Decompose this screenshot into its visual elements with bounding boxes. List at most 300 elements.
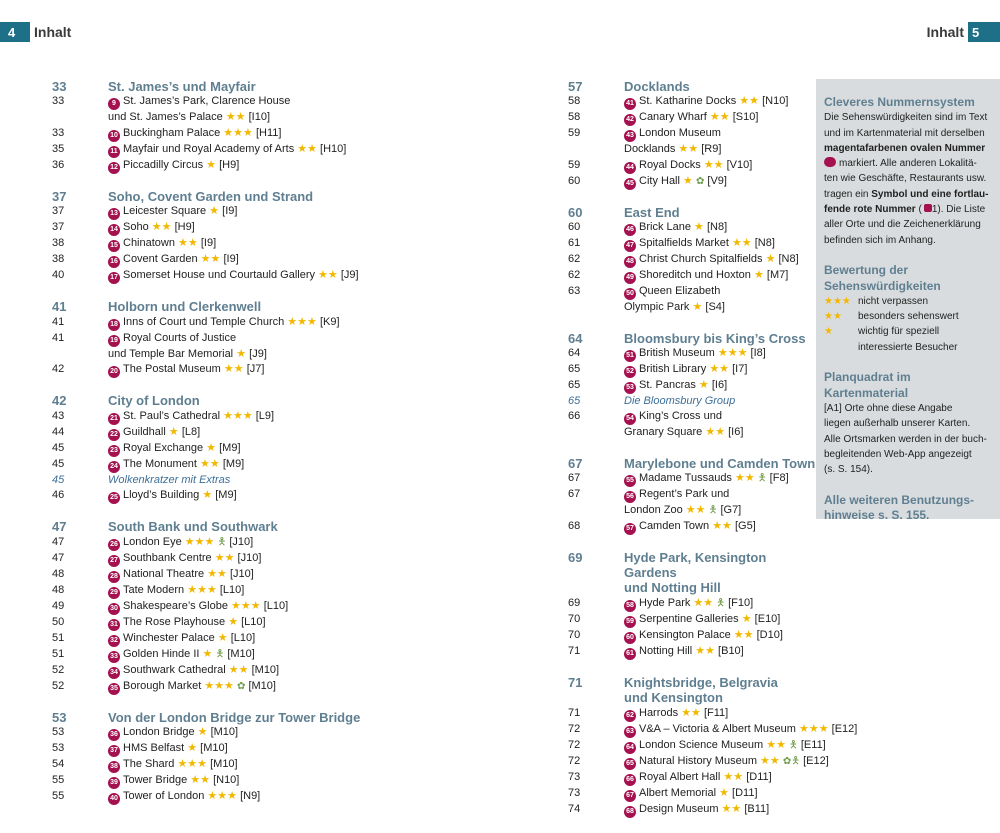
sight-row[interactable] xyxy=(50,236,470,252)
sight-entry xyxy=(108,142,470,158)
sight-name: Olympic Park xyxy=(624,301,690,314)
sight-row[interactable] xyxy=(50,567,470,583)
star-rating-icon: ★ xyxy=(719,786,729,799)
sight-row[interactable] xyxy=(566,220,816,236)
sight-row[interactable] xyxy=(50,315,470,331)
sight-entry xyxy=(624,786,816,802)
sight-number-badge: 34 xyxy=(108,667,120,679)
sight-entry xyxy=(108,220,470,236)
sight-row[interactable] xyxy=(566,596,816,612)
section-title: St. James’s und Mayfair xyxy=(108,79,256,94)
sight-number-badge: 19 xyxy=(108,335,120,347)
sight-number-badge: 37 xyxy=(108,745,120,757)
sight-number-badge: 32 xyxy=(108,635,120,647)
section-page-number: 67 xyxy=(568,455,583,471)
sight-number-badge: 12 xyxy=(108,162,120,174)
star-rating-icon: ★ xyxy=(741,612,752,625)
sight-entry xyxy=(108,362,470,378)
sight-row[interactable] xyxy=(50,615,470,631)
star-rating-icon: ★★★ xyxy=(207,790,237,803)
sight-row[interactable] xyxy=(566,362,816,378)
map-grid-ref: [G7] xyxy=(720,504,742,517)
star-rating-icon: ★★ xyxy=(225,111,246,124)
sight-name-continued xyxy=(50,110,470,125)
page-number: 37 xyxy=(52,205,65,218)
star-rating-icon: ★ xyxy=(692,301,703,314)
legend-title-rating: Sehenswürdigkeiten xyxy=(824,278,941,293)
sight-row[interactable] xyxy=(566,268,816,284)
sight-entry xyxy=(624,706,816,722)
sight-entry xyxy=(108,268,470,284)
sight-row[interactable] xyxy=(50,757,470,773)
star-icon: ★★ xyxy=(824,311,842,323)
sight-name: London Science Museum xyxy=(639,738,764,751)
star-icon: ★★★ xyxy=(824,295,851,307)
star-rating-icon: ★★ xyxy=(214,551,235,564)
sight-row[interactable] xyxy=(50,268,470,284)
sight-number-badge: 44 xyxy=(624,162,636,174)
sight-row[interactable] xyxy=(50,773,470,789)
sight-number-badge: 43 xyxy=(624,130,636,142)
sight-entry xyxy=(624,126,816,142)
map-grid-ref: [B11] xyxy=(744,802,770,815)
page-number: 70 xyxy=(568,612,581,625)
star-rating-icon: ★★ xyxy=(200,457,220,470)
sight-name: Borough Market xyxy=(123,679,202,692)
legend-text: tragen ein xyxy=(824,188,869,200)
sight-name: London Eye xyxy=(123,535,182,548)
sight-entry xyxy=(624,158,816,174)
page-number: 72 xyxy=(568,754,581,767)
feature-icon: 🯅 xyxy=(708,505,718,517)
legend-title-more: Alle weiteren Benutzungs- xyxy=(824,492,975,507)
sight-number-badge: 24 xyxy=(108,461,120,473)
section-title: und Kensington xyxy=(624,690,723,706)
sight-name: Docklands xyxy=(624,143,676,156)
sight-row[interactable] xyxy=(566,94,816,110)
sight-entry xyxy=(108,126,470,142)
sight-row[interactable] xyxy=(566,786,816,802)
sight-name: Madame Tussauds xyxy=(639,472,732,485)
toc-section xyxy=(50,79,470,174)
star-rating-icon: ★★ xyxy=(721,802,742,815)
page-number: 54 xyxy=(52,758,65,771)
sight-name-continued xyxy=(566,300,816,315)
sight-entry xyxy=(108,663,470,679)
section-heading xyxy=(50,79,470,94)
sight-number-badge: 21 xyxy=(108,413,120,425)
section-heading xyxy=(566,331,816,346)
sight-row[interactable] xyxy=(50,647,470,663)
map-grid-ref: [F11] xyxy=(703,706,729,719)
right-page-header xyxy=(927,22,1000,42)
toc-section xyxy=(566,205,816,316)
toc-section xyxy=(50,519,470,694)
legend-text: (s. S. 154). xyxy=(824,464,873,476)
sight-row[interactable] xyxy=(566,802,816,818)
feature-icon: 🯅 xyxy=(789,739,798,751)
sight-number-badge: 54 xyxy=(624,413,636,425)
sight-row[interactable] xyxy=(50,583,470,599)
sight-row[interactable] xyxy=(566,284,816,300)
sight-row[interactable] xyxy=(566,409,816,425)
sight-row[interactable] xyxy=(566,722,858,738)
sight-number-badge: 53 xyxy=(624,382,636,394)
page-number: 71 xyxy=(568,644,581,657)
sight-entry xyxy=(624,722,857,738)
map-grid-ref: [J10] xyxy=(229,535,254,548)
map-grid-ref: [H11] xyxy=(255,126,282,139)
map-grid-ref: [J7] xyxy=(246,363,265,376)
sight-row[interactable] xyxy=(50,679,470,695)
sight-name: The Postal Museum xyxy=(123,363,221,376)
sight-entry xyxy=(624,487,816,503)
sight-row[interactable] xyxy=(566,471,816,487)
sight-row[interactable] xyxy=(50,441,470,457)
sight-row[interactable] xyxy=(50,331,470,347)
sight-row[interactable] xyxy=(50,126,470,142)
map-grid-ref: [D11] xyxy=(746,770,772,783)
sight-name: Tower of London xyxy=(123,790,205,803)
page-number: 50 xyxy=(52,615,65,628)
map-grid-ref: [J9] xyxy=(249,347,267,360)
page-number: 48 xyxy=(52,583,65,596)
legend-title-numbering: Cleveres Nummernsystem xyxy=(824,95,975,109)
sight-row[interactable] xyxy=(50,457,470,473)
map-grid-ref: [M10] xyxy=(200,742,228,755)
star-rating-icon: ★★★ xyxy=(177,758,208,771)
sight-entry xyxy=(624,378,816,394)
sight-entry xyxy=(108,773,470,789)
toc-section xyxy=(50,299,470,378)
map-grid-ref: [D11] xyxy=(732,786,758,799)
sight-entry xyxy=(108,647,470,663)
page-number: 71 xyxy=(568,706,581,719)
sight-name: Tate Modern xyxy=(123,583,185,596)
sight-entry xyxy=(624,471,816,487)
sight-number-badge: 33 xyxy=(108,651,120,663)
sight-row[interactable] xyxy=(50,252,470,268)
sight-row[interactable] xyxy=(566,236,816,252)
sight-entry xyxy=(624,596,816,612)
sight-entry xyxy=(624,346,816,362)
sight-number-badge: 36 xyxy=(108,729,120,741)
sight-entry xyxy=(624,236,816,252)
sight-name: Royal Albert Hall xyxy=(639,770,721,783)
sight-number-badge: 22 xyxy=(108,429,120,441)
star-rating-icon: ★ xyxy=(206,441,217,454)
sight-row[interactable] xyxy=(50,425,470,441)
sight-name: King’s Cross und xyxy=(639,410,722,423)
sight-row[interactable] xyxy=(50,725,470,741)
sight-row[interactable] xyxy=(566,519,816,535)
page-number: 67 xyxy=(568,472,581,485)
section-title: Soho, Covent Garden und Strand xyxy=(108,188,314,204)
section-heading-cont xyxy=(566,580,816,595)
sight-row[interactable] xyxy=(50,741,470,757)
legend-text-line xyxy=(824,156,992,171)
map-grid-ref: [H10] xyxy=(320,142,347,155)
section-heading xyxy=(566,550,816,581)
sight-row[interactable] xyxy=(50,789,470,805)
sight-name: The Shard xyxy=(123,758,175,771)
section-page-number: 64 xyxy=(568,330,583,346)
sight-number-badge: 42 xyxy=(624,114,636,126)
sight-name: National Theatre xyxy=(123,567,205,580)
sight-entry xyxy=(624,110,816,126)
sight-row[interactable] xyxy=(50,409,470,425)
section-heading xyxy=(566,79,816,94)
sight-row[interactable] xyxy=(50,362,470,378)
sight-entry xyxy=(624,220,816,236)
rating-row xyxy=(824,294,992,309)
legend-text: begleitenden Web-App angezeigt xyxy=(824,448,972,460)
map-grid-ref: [E11] xyxy=(800,738,826,751)
page-number: 61 xyxy=(568,237,581,250)
map-grid-ref: [I6] xyxy=(728,426,744,439)
sight-row[interactable] xyxy=(566,706,816,722)
sight-entry xyxy=(624,802,816,818)
page-number: 48 xyxy=(52,567,65,580)
sight-row[interactable] xyxy=(50,204,470,220)
star-rating-icon: ★ xyxy=(206,158,217,171)
map-grid-ref: [L10] xyxy=(230,631,256,644)
legend-text: befinden sich im Anhang. xyxy=(824,234,936,246)
sight-entry xyxy=(624,362,816,378)
sight-row[interactable] xyxy=(566,158,816,174)
map-grid-ref: [I9] xyxy=(223,253,239,266)
legend-text: [A1] Orte ohne diese Angabe xyxy=(824,402,953,414)
page-number: 45 xyxy=(52,441,65,454)
toc-section xyxy=(50,189,470,284)
sight-row[interactable] xyxy=(50,663,470,679)
star-rating-icon: ★★ xyxy=(151,221,172,234)
sight-name-continued xyxy=(566,142,816,157)
sight-name: und Temple Bar Memorial xyxy=(108,347,234,360)
page-number: 74 xyxy=(568,802,581,815)
sight-number-badge: 51 xyxy=(624,350,636,362)
sight-name: Granary Square xyxy=(624,426,703,439)
sight-number-badge: 9 xyxy=(108,98,120,110)
sight-number-badge: 64 xyxy=(624,742,636,754)
star-icon: ★ xyxy=(824,326,833,338)
sight-entry xyxy=(624,94,816,110)
page-number: 38 xyxy=(52,253,65,266)
section-page-number: 37 xyxy=(52,188,67,204)
rating-row xyxy=(824,340,992,355)
legend-text-line xyxy=(824,187,992,202)
star-rating-icon: ★★ xyxy=(681,706,701,719)
toc-section xyxy=(50,393,470,504)
sight-row[interactable] xyxy=(50,631,470,647)
page-number: 73 xyxy=(568,770,581,783)
feature-icon: ✿🯅 xyxy=(782,755,801,767)
feature-icon: ✿ xyxy=(236,680,246,692)
section-heading xyxy=(566,456,816,471)
page-number: 65 xyxy=(568,395,581,408)
feature-icon: 🯅 xyxy=(757,473,767,485)
sight-name: Chinatown xyxy=(123,237,175,250)
feature-row[interactable] xyxy=(50,473,470,488)
page-number: 72 xyxy=(568,738,581,751)
sight-entry xyxy=(108,331,470,347)
page-number: 55 xyxy=(52,774,65,787)
sight-name: Die Bloomsbury Group xyxy=(624,395,736,408)
sight-number-badge: 39 xyxy=(108,777,120,789)
star-rating-icon: ★★ xyxy=(731,237,752,250)
sight-row[interactable] xyxy=(50,535,470,551)
map-grid-ref: [F10] xyxy=(728,596,754,609)
sight-entry xyxy=(108,757,470,773)
map-grid-ref: [L10] xyxy=(263,599,289,612)
sight-number-badge: 59 xyxy=(624,616,636,628)
sight-name: Inns of Court und Temple Church xyxy=(123,315,285,328)
spacer xyxy=(566,690,624,705)
sight-row[interactable] xyxy=(566,644,816,660)
sight-entry xyxy=(108,535,470,551)
map-grid-ref: [I8] xyxy=(750,347,766,360)
star-rating-icon: ★★★ xyxy=(717,347,748,360)
sight-row[interactable] xyxy=(566,770,816,786)
page-number: 60 xyxy=(568,221,581,234)
sight-row[interactable] xyxy=(566,126,816,142)
sight-row[interactable] xyxy=(50,142,470,158)
feature-row[interactable] xyxy=(566,394,816,409)
sight-entry xyxy=(108,457,470,473)
sight-number-badge: 58 xyxy=(624,600,636,612)
map-grid-ref: [I10] xyxy=(248,111,271,124)
section-heading xyxy=(50,710,470,725)
map-grid-ref: [N10] xyxy=(762,95,789,108)
legend-sidebar xyxy=(816,79,1000,523)
sight-row[interactable] xyxy=(50,551,470,567)
legend-text: 1). Die Liste xyxy=(931,204,986,216)
map-grid-ref: [L10] xyxy=(241,615,266,628)
sight-row[interactable] xyxy=(566,346,816,362)
feature-icon: 🯅 xyxy=(716,597,726,609)
sight-row[interactable] xyxy=(566,612,816,628)
sight-row[interactable] xyxy=(50,158,470,174)
star-rating-icon: ★★★ xyxy=(184,535,215,548)
sight-row[interactable] xyxy=(566,738,826,754)
map-grid-ref: [D10] xyxy=(756,628,783,641)
sight-name: City Hall xyxy=(639,174,680,187)
star-rating-icon: ★★★ xyxy=(223,126,253,139)
section-page-number: 53 xyxy=(52,709,67,725)
sight-name: Albert Memorial xyxy=(639,786,717,799)
sight-number-badge: 10 xyxy=(108,130,120,142)
map-grid-ref: [F8] xyxy=(769,472,789,485)
star-rating-icon: ★ xyxy=(765,253,776,266)
red-number-icon xyxy=(924,204,932,212)
sight-name: Golden Hinde II xyxy=(123,647,200,660)
sight-row[interactable] xyxy=(566,628,816,644)
sight-entry xyxy=(108,441,470,457)
sight-entry xyxy=(108,488,470,504)
sight-number-badge: 11 xyxy=(108,146,120,158)
section-title: Von der London Bridge zur Tower Bridge xyxy=(108,709,361,725)
sight-number-badge: 13 xyxy=(108,208,120,220)
sight-number-badge: 61 xyxy=(624,648,636,660)
sight-row[interactable] xyxy=(566,252,816,268)
sight-name: St. Paul’s Cathedral xyxy=(123,409,221,422)
sight-row[interactable] xyxy=(566,487,816,503)
toc-section xyxy=(566,456,816,535)
star-rating-icon: ★ xyxy=(187,742,198,755)
toc-section xyxy=(50,710,470,805)
sight-row[interactable] xyxy=(566,754,829,770)
sight-name: Royal Docks xyxy=(639,158,701,171)
star-rating-icon: ★ xyxy=(217,631,228,644)
map-grid-ref: [J10] xyxy=(229,567,254,580)
map-grid-ref: [M9] xyxy=(222,457,245,470)
page-number: 35 xyxy=(52,142,65,155)
sight-entry xyxy=(108,236,470,252)
sight-number-badge: 27 xyxy=(108,555,120,567)
star-rating-icon: ★★ xyxy=(709,363,730,376)
map-grid-ref: [R9] xyxy=(701,143,722,156)
sight-entry xyxy=(108,599,470,615)
sight-name: Wolkenkratzer mit Extras xyxy=(108,473,231,486)
page-number: 73 xyxy=(568,786,581,799)
star-rating-icon: ★★ xyxy=(678,143,699,156)
legend-text: magentafarbenen ovalen Nummer xyxy=(824,142,986,154)
sight-name: Tower Bridge xyxy=(123,774,188,787)
sight-name: Shakespeare’s Globe xyxy=(123,599,228,612)
map-grid-ref: [N8] xyxy=(778,253,799,266)
map-grid-ref: [M10] xyxy=(210,726,239,739)
rating-text: besonders sehenswert xyxy=(858,311,959,323)
legend-text-line xyxy=(824,202,992,217)
sight-row[interactable] xyxy=(566,174,816,190)
sight-row[interactable] xyxy=(50,94,470,110)
page-number: 64 xyxy=(568,347,581,360)
sight-row[interactable] xyxy=(566,378,816,394)
legend-text: und im Kartenmaterial mit derselben xyxy=(824,127,985,139)
left-page-number: 4 xyxy=(0,22,30,42)
sight-number-badge: 46 xyxy=(624,224,636,236)
map-grid-ref: [J9] xyxy=(340,269,359,282)
page-number: 41 xyxy=(52,315,65,328)
sight-entry xyxy=(624,409,816,425)
sight-number-badge: 23 xyxy=(108,445,120,457)
sight-row[interactable] xyxy=(566,110,816,126)
sight-number-badge: 57 xyxy=(624,523,636,535)
star-rating-icon: ★ xyxy=(683,174,693,187)
sight-number-badge: 63 xyxy=(624,726,636,738)
toc-section xyxy=(566,79,816,190)
star-rating-icon: ★★ xyxy=(297,142,317,155)
sight-row[interactable] xyxy=(50,220,470,236)
star-rating-icon: ★ xyxy=(228,615,239,628)
sight-row[interactable] xyxy=(50,599,470,615)
star-rating-icon: ★★ xyxy=(190,774,210,787)
sight-name: British Museum xyxy=(639,347,715,360)
sight-name: Mayfair und Royal Academy of Arts xyxy=(123,142,295,155)
map-grid-ref: [M9] xyxy=(215,488,237,501)
sight-number-badge: 55 xyxy=(624,475,636,487)
map-grid-ref: [J10] xyxy=(237,551,262,564)
sight-name: Regent’s Park und xyxy=(639,488,730,501)
sight-number-badge: 14 xyxy=(108,224,120,236)
sight-name: Winchester Palace xyxy=(123,631,215,644)
star-rating-icon: ★★★ xyxy=(204,679,234,692)
page-number: 65 xyxy=(568,363,581,376)
sight-row[interactable] xyxy=(50,488,470,504)
map-grid-ref: [G5] xyxy=(734,519,756,532)
section-title: Knightsbridge, Belgravia xyxy=(624,675,778,691)
star-rating-icon: ★ xyxy=(197,726,208,739)
